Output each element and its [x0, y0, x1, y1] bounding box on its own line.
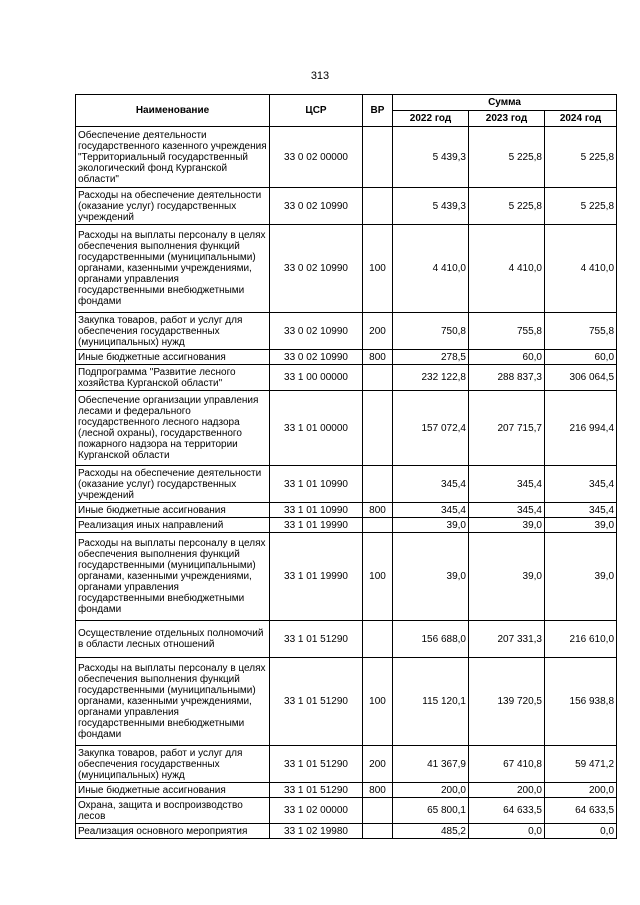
row-2023: 207 715,7 [469, 391, 545, 466]
row-2022: 278,5 [393, 350, 469, 365]
row-2024: 216 610,0 [545, 621, 617, 658]
row-name: Расходы на выплаты персоналу в целях обеспечения выполнения функций государственными (муниципальными) органами, казенными учреждениями, органами управления государственными внебюджетными фондами [76, 658, 270, 746]
row-2022: 345,4 [393, 466, 469, 503]
row-2024: 345,4 [545, 466, 617, 503]
row-name: Расходы на выплаты персоналу в целях обеспечения выполнения функций государственными (муниципальными) органами, казенными учреждениями, органами управления государственными внебюджетными фондами [76, 533, 270, 621]
row-vr: 200 [363, 313, 393, 350]
row-2023: 5 225,8 [469, 188, 545, 225]
row-name: Реализация основного мероприятия [76, 824, 270, 839]
row-csr: 33 1 01 51290 [270, 746, 363, 783]
row-vr [363, 188, 393, 225]
row-name: Иные бюджетные ассигнования [76, 350, 270, 365]
row-name: Расходы на выплаты персоналу в целях обеспечения выполнения функций государственными (муниципальными) органами, казенными учреждениями, органами управления государственными внебюджетными фондами [76, 225, 270, 313]
row-2022: 485,2 [393, 824, 469, 839]
row-vr: 200 [363, 746, 393, 783]
row-2022: 200,0 [393, 783, 469, 798]
table-row [76, 518, 617, 533]
table-row [76, 533, 617, 621]
row-name: Осуществление отдельных полномочий в области лесных отношений [76, 621, 270, 658]
row-2023: 5 225,8 [469, 127, 545, 188]
row-2022: 39,0 [393, 518, 469, 533]
table-row [76, 746, 617, 783]
row-2022: 4 410,0 [393, 225, 469, 313]
row-2024: 4 410,0 [545, 225, 617, 313]
row-csr: 33 0 02 10990 [270, 350, 363, 365]
row-csr: 33 0 02 10990 [270, 313, 363, 350]
row-name: Обеспечение деятельности государственного казенного учреждения "Территориальный государственный экологический фонд Курганской области" [76, 127, 270, 188]
table-row [76, 658, 617, 746]
table-row [76, 188, 617, 225]
header-sum: Сумма [393, 95, 617, 111]
table-row [76, 783, 617, 798]
table-row [76, 824, 617, 839]
row-2022: 157 072,4 [393, 391, 469, 466]
row-2022: 115 120,1 [393, 658, 469, 746]
row-vr [363, 798, 393, 824]
header-year-2022: 2022 год [393, 111, 469, 127]
row-2024: 5 225,8 [545, 188, 617, 225]
table-row [76, 798, 617, 824]
row-2023: 345,4 [469, 466, 545, 503]
row-csr: 33 1 01 10990 [270, 503, 363, 518]
row-2024: 156 938,8 [545, 658, 617, 746]
row-vr [363, 127, 393, 188]
row-2023: 64 633,5 [469, 798, 545, 824]
row-name: Подпрограмма "Развитие лесного хозяйства Курганской области" [76, 365, 270, 391]
row-csr: 33 1 01 19990 [270, 518, 363, 533]
row-2023: 345,4 [469, 503, 545, 518]
row-2024: 200,0 [545, 783, 617, 798]
row-csr: 33 1 02 19980 [270, 824, 363, 839]
row-csr: 33 1 01 00000 [270, 391, 363, 466]
header-vr: ВР [363, 95, 393, 127]
row-vr: 800 [363, 503, 393, 518]
row-csr: 33 1 01 10990 [270, 466, 363, 503]
row-2022: 41 367,9 [393, 746, 469, 783]
row-2022: 5 439,3 [393, 127, 469, 188]
table-row [76, 313, 617, 350]
row-csr: 33 0 02 10990 [270, 225, 363, 313]
row-2024: 59 471,2 [545, 746, 617, 783]
row-name: Обеспечение организации управления лесами и федерального государственного лесного надзора (лесной охраны), государственного пожарного надзора на территории Курганской области [76, 391, 270, 466]
row-2024: 39,0 [545, 518, 617, 533]
row-name: Иные бюджетные ассигнования [76, 783, 270, 798]
row-2024: 755,8 [545, 313, 617, 350]
row-vr: 800 [363, 350, 393, 365]
row-2022: 345,4 [393, 503, 469, 518]
row-vr [363, 621, 393, 658]
row-csr: 33 1 01 51290 [270, 658, 363, 746]
row-2022: 5 439,3 [393, 188, 469, 225]
table-row [76, 127, 617, 188]
row-name: Реализация иных направлений [76, 518, 270, 533]
table-row [76, 225, 617, 313]
row-2024: 39,0 [545, 533, 617, 621]
row-csr: 33 1 01 51290 [270, 621, 363, 658]
row-2023: 60,0 [469, 350, 545, 365]
page-number: 313 [310, 70, 330, 82]
row-2022: 65 800,1 [393, 798, 469, 824]
row-2023: 67 410,8 [469, 746, 545, 783]
row-2023: 39,0 [469, 533, 545, 621]
row-vr: 100 [363, 225, 393, 313]
budget-table [75, 94, 617, 839]
row-2024: 216 994,4 [545, 391, 617, 466]
header-year-2024: 2024 год [545, 111, 617, 127]
row-csr: 33 0 02 00000 [270, 127, 363, 188]
row-2024: 306 064,5 [545, 365, 617, 391]
row-2024: 0,0 [545, 824, 617, 839]
row-2022: 156 688,0 [393, 621, 469, 658]
row-csr: 33 1 01 51290 [270, 783, 363, 798]
row-vr: 100 [363, 658, 393, 746]
row-vr: 800 [363, 783, 393, 798]
row-2022: 232 122,8 [393, 365, 469, 391]
header-csr: ЦСР [270, 95, 363, 127]
row-2023: 39,0 [469, 518, 545, 533]
row-2024: 60,0 [545, 350, 617, 365]
row-2024: 64 633,5 [545, 798, 617, 824]
row-vr [363, 391, 393, 466]
row-name: Охрана, защита и воспроизводство лесов [76, 798, 270, 824]
row-csr: 33 1 00 00000 [270, 365, 363, 391]
header-name: Наименование [76, 95, 270, 127]
row-2023: 755,8 [469, 313, 545, 350]
row-2023: 200,0 [469, 783, 545, 798]
row-vr [363, 824, 393, 839]
table-row [76, 391, 617, 466]
row-name: Закупка товаров, работ и услуг для обеспечения государственных (муниципальных) нужд [76, 313, 270, 350]
table-row [76, 466, 617, 503]
row-2022: 39,0 [393, 533, 469, 621]
row-vr [363, 518, 393, 533]
row-2023: 0,0 [469, 824, 545, 839]
row-2022: 750,8 [393, 313, 469, 350]
row-vr: 100 [363, 533, 393, 621]
row-vr [363, 365, 393, 391]
row-csr: 33 1 02 00000 [270, 798, 363, 824]
row-2023: 4 410,0 [469, 225, 545, 313]
row-name: Расходы на обеспечение деятельности (оказание услуг) государственных учреждений [76, 466, 270, 503]
row-2024: 345,4 [545, 503, 617, 518]
row-name: Расходы на обеспечение деятельности (оказание услуг) государственных учреждений [76, 188, 270, 225]
row-2023: 139 720,5 [469, 658, 545, 746]
table-row [76, 350, 617, 365]
table-row [76, 621, 617, 658]
row-name: Иные бюджетные ассигнования [76, 503, 270, 518]
row-2023: 207 331,3 [469, 621, 545, 658]
row-2023: 288 837,3 [469, 365, 545, 391]
table-row [76, 503, 617, 518]
row-name: Закупка товаров, работ и услуг для обеспечения государственных (муниципальных) нужд [76, 746, 270, 783]
row-csr: 33 1 01 19990 [270, 533, 363, 621]
row-csr: 33 0 02 10990 [270, 188, 363, 225]
row-vr [363, 466, 393, 503]
header-year-2023: 2023 год [469, 111, 545, 127]
row-2024: 5 225,8 [545, 127, 617, 188]
table-row [76, 365, 617, 391]
